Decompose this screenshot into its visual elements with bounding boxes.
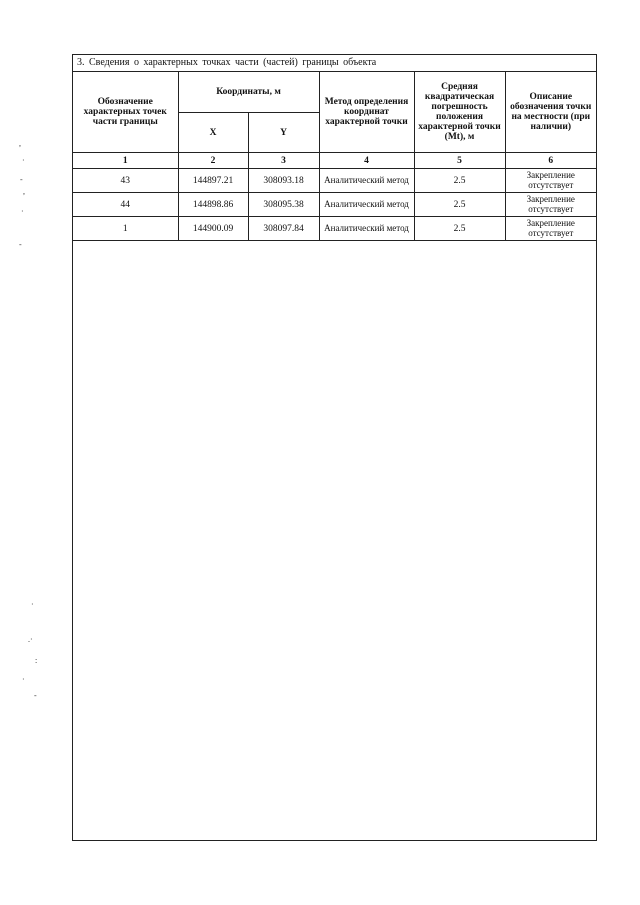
x-coordinate: 144897.21 (178, 169, 248, 193)
scan-artifact: · (22, 675, 25, 684)
document-frame (72, 54, 597, 841)
column-number: 2 (178, 153, 248, 169)
header-coordinates: Координаты, м (178, 72, 319, 113)
description-cell: Закрепление отсутствует (505, 217, 596, 241)
column-number-row (73, 153, 596, 169)
point-number: 1 (73, 217, 178, 241)
description-cell: Закрепление отсутствует (505, 193, 596, 217)
scan-artifact: - (20, 175, 23, 184)
table-row (73, 169, 596, 193)
error-cell: 2.5 (414, 169, 505, 193)
column-number: 6 (505, 153, 596, 169)
method-cell: Аналитический метод (319, 217, 414, 241)
description-cell: Закрепление отсутствует (505, 169, 596, 193)
table-row (73, 217, 596, 241)
error-cell: 2.5 (414, 217, 505, 241)
column-number: 4 (319, 153, 414, 169)
scan-artifact: - (19, 240, 22, 249)
y-coordinate: 308093.18 (248, 169, 319, 193)
section-title: 3. Сведения о характерных точках части (частей) границы объекта (73, 55, 596, 72)
y-coordinate: 308095.38 (248, 193, 319, 217)
scan-artifact: - (34, 691, 37, 700)
method-cell: Аналитический метод (319, 169, 414, 193)
header-method: Метод определения координат характерной точки (319, 72, 414, 153)
scan-artifact: , (19, 139, 21, 148)
points-table (73, 72, 596, 241)
scan-artifact: , (23, 187, 25, 196)
scan-artifact: : (35, 656, 38, 665)
column-number: 3 (248, 153, 319, 169)
table-row (73, 193, 596, 217)
scan-artifact: · (31, 600, 34, 609)
header-point-designation: Обозначение характерных точек части границы (73, 72, 178, 153)
column-number: 5 (414, 153, 505, 169)
scan-artifact: · (21, 207, 24, 216)
method-cell: Аналитический метод (319, 193, 414, 217)
point-number: 43 (73, 169, 178, 193)
x-coordinate: 144898.86 (178, 193, 248, 217)
header-row-1 (73, 72, 596, 113)
scan-artifact: .· (28, 635, 33, 644)
scan-artifact: · (22, 156, 25, 165)
y-coordinate: 308097.84 (248, 217, 319, 241)
point-number: 44 (73, 193, 178, 217)
header-x: X (178, 113, 248, 153)
x-coordinate: 144900.09 (178, 217, 248, 241)
header-description: Описание обозначения точки на местности (при наличии) (505, 72, 596, 153)
header-error: Средняя квадратическая погрешность положения характерной точки (Mt), м (414, 72, 505, 153)
column-number: 1 (73, 153, 178, 169)
error-cell: 2.5 (414, 193, 505, 217)
header-y: Y (248, 113, 319, 153)
